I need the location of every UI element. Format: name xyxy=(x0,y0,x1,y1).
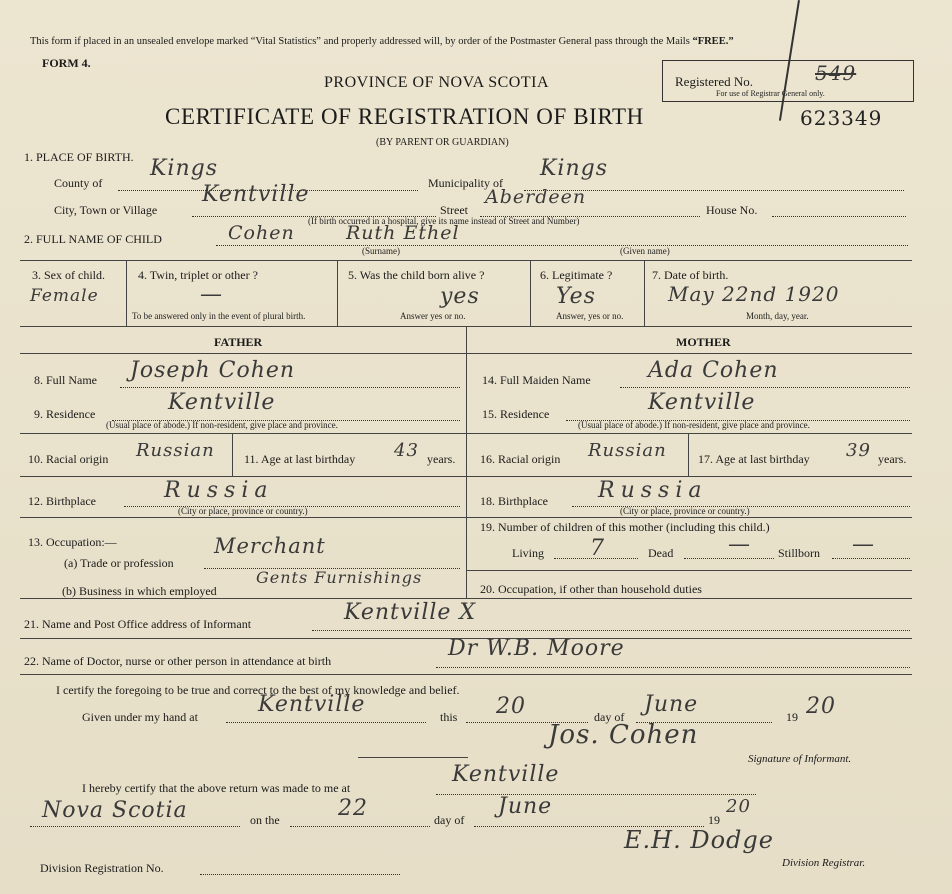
registered-label: Registered No. xyxy=(675,74,753,89)
father-residence-label: 9. Residence xyxy=(34,407,96,421)
legitimate-value: Yes xyxy=(556,284,596,309)
city-label: City, Town or Village xyxy=(54,203,158,217)
county-value: Kings xyxy=(150,156,219,181)
divider-1 xyxy=(126,260,127,326)
alive-label: 5. Was the child born alive ? xyxy=(348,268,485,282)
mother-age-value: 39 xyxy=(846,440,871,461)
reg-year-prefix: 19 xyxy=(708,813,720,827)
given-label: Given under my hand at xyxy=(82,710,198,724)
business-label: (b) Business in which employed xyxy=(62,584,217,598)
free-label: “FREE.” xyxy=(692,36,734,47)
stillborn-line xyxy=(832,558,910,559)
division-number-line xyxy=(200,874,400,875)
city-value: Kentville xyxy=(202,182,310,207)
mother-age-years: years. xyxy=(878,452,907,466)
form-number: FORM 4. xyxy=(42,56,91,70)
place-heading: 1. PLACE OF BIRTH. xyxy=(24,150,134,164)
house-label: House No. xyxy=(706,203,758,217)
province-heading: PROVINCE OF NOVA SCOTIA xyxy=(324,74,550,91)
province-line xyxy=(30,826,240,827)
given-name-note: (Given name) xyxy=(620,246,670,256)
mother-name-label: 14. Full Maiden Name xyxy=(482,373,591,387)
given-place-line xyxy=(226,722,426,723)
reg-day-value: 22 xyxy=(338,796,368,821)
house-line xyxy=(772,216,906,217)
informant-signature: Jos. Cohen xyxy=(548,720,699,750)
reg-day-of-label: day of xyxy=(434,813,465,827)
divider-3 xyxy=(530,260,531,326)
living-label: Living xyxy=(512,546,544,560)
child-name-line xyxy=(216,245,908,246)
father-age-years: years. xyxy=(427,452,456,466)
divider-2 xyxy=(337,260,338,326)
father-name-value: Joseph Cohen xyxy=(130,358,296,383)
reg-year-value: 20 xyxy=(726,796,751,817)
mother-racial-label: 16. Racial origin xyxy=(480,452,561,466)
father-racial-divider xyxy=(232,433,233,476)
doctor-line xyxy=(436,667,910,668)
child-given-name: Ruth Ethel xyxy=(346,222,460,244)
stillborn-value: — xyxy=(852,532,875,557)
hereby-place-line xyxy=(436,794,756,795)
father-birthplace-label: 12. Birthplace xyxy=(28,494,96,508)
date-value: May 22nd 1920 xyxy=(668,282,840,306)
twin-label: 4. Twin, triplet or other ? xyxy=(138,268,258,282)
children-count-label: 19. Number of children of this mother (including this child.) xyxy=(480,520,770,534)
signature-rule xyxy=(358,757,468,758)
doctor-value: Dr W.B. Moore xyxy=(448,636,625,661)
street-label: Street xyxy=(440,203,468,217)
day-value: 20 xyxy=(496,694,526,719)
father-name-line xyxy=(120,387,460,388)
dead-value: — xyxy=(728,532,751,557)
alive-value: yes xyxy=(440,284,480,309)
municipality-label: Municipality of xyxy=(428,176,503,190)
hereby-statement: I hereby certify that the above return was made to me at xyxy=(82,781,351,795)
sex-label: 3. Sex of child. xyxy=(32,268,105,282)
doctor-label: 22. Name of Doctor, nurse or other person in attendance at birth xyxy=(24,654,332,668)
this-label: this xyxy=(440,710,458,724)
father-birthplace-value: Russia xyxy=(164,478,274,503)
reg-month-value: June xyxy=(498,794,553,819)
mother-racial-divider xyxy=(688,433,689,476)
rule-occupation xyxy=(20,517,912,518)
twin-note: To be answered only in the event of plural birth. xyxy=(132,311,306,321)
alive-note: Answer yes or no. xyxy=(400,311,466,321)
sex-value: Female xyxy=(30,286,99,306)
hereby-place: Kentville xyxy=(452,762,560,787)
parents-divider xyxy=(466,326,467,598)
business-value: Gents Furnishings xyxy=(256,568,423,587)
county-label: County of xyxy=(54,176,103,190)
child-surname: Cohen xyxy=(228,222,295,244)
given-place: Kentville xyxy=(258,692,366,717)
informant-signature-caption: Signature of Informant. xyxy=(748,753,852,765)
rule-mother-occupation xyxy=(466,570,912,571)
postal-notice-text: This form if placed in an unsealed envelope marked “Vital Statistics” and properly addressed will, by order of the Postmaster General pass through the Mails xyxy=(30,36,690,47)
registrar-caption: Division Registrar. xyxy=(782,857,866,869)
father-name-label: 8. Full Name xyxy=(34,373,97,387)
on-the-label: on the xyxy=(250,813,280,827)
mother-residence-label: 15. Residence xyxy=(482,407,550,421)
date-note: Month, day, year. xyxy=(746,311,809,321)
legitimate-label: 6. Legitimate ? xyxy=(540,268,613,282)
informant-label: 21. Name and Post Office address of Informant xyxy=(24,617,252,631)
mother-birthplace-value: Russia xyxy=(598,478,708,503)
date-label: 7. Date of birth. xyxy=(652,268,729,282)
occupation-heading: 13. Occupation:— xyxy=(28,535,117,549)
mother-racial-value: Russian xyxy=(588,440,667,461)
father-birthplace-note: (City or place, province or country.) xyxy=(178,506,308,516)
legitimate-note: Answer, yes or no. xyxy=(556,311,624,321)
year-value: 20 xyxy=(806,694,836,719)
registrar-signature: E.H. Dodge xyxy=(624,826,774,854)
father-residence-note: (Usual place of abode.) If non-resident, give place and province. xyxy=(106,420,338,430)
postal-notice xyxy=(30,36,734,47)
certify-statement: I certify the foregoing to be true and correct to the best of my knowledge and belief. xyxy=(56,683,460,697)
division-number-label: Division Registration No. xyxy=(40,861,164,875)
mother-birthplace-label: 18. Birthplace xyxy=(480,494,548,508)
mother-heading: MOTHER xyxy=(676,335,731,349)
hospital-note: (If birth occurred in a hospital, give its name instead of Street and Number) xyxy=(308,216,580,226)
child-name-label: 2. FULL NAME OF CHILD xyxy=(24,232,162,246)
mother-residence-value: Kentville xyxy=(648,390,756,415)
divider-4 xyxy=(644,260,645,326)
dead-label: Dead xyxy=(648,546,674,560)
father-racial-value: Russian xyxy=(136,440,215,461)
informant-value: Kentville X xyxy=(344,600,477,625)
province-value: Nova Scotia xyxy=(42,798,188,823)
father-heading: FATHER xyxy=(214,335,263,349)
registered-note: For use of Registrar General only. xyxy=(716,89,825,98)
certificate-number: 623349 xyxy=(800,106,883,130)
rule-details-top xyxy=(20,260,912,261)
informant-line xyxy=(312,630,910,631)
mother-name-value: Ada Cohen xyxy=(648,358,779,383)
reg-day-line xyxy=(290,826,430,827)
year-prefix: 19 xyxy=(786,710,798,724)
trade-value: Merchant xyxy=(214,534,326,558)
dead-line xyxy=(684,558,774,559)
surname-note: (Surname) xyxy=(362,246,400,256)
mother-age-label: 17. Age at last birthday xyxy=(698,452,810,466)
rule-racial-bottom xyxy=(20,476,912,477)
mother-birthplace-note: (City or place, province or country.) xyxy=(620,506,750,516)
mother-residence-note: (Usual place of abode.) If non-resident, give place and province. xyxy=(578,420,810,430)
street-value: Aberdeen xyxy=(485,186,587,208)
trade-label: (a) Trade or profession xyxy=(64,556,174,570)
father-racial-label: 10. Racial origin xyxy=(28,452,109,466)
father-age-label: 11. Age at last birthday xyxy=(244,452,356,466)
municipality-value: Kings xyxy=(540,156,609,181)
month-value: June xyxy=(644,692,699,717)
rule-informant xyxy=(20,598,912,599)
stillborn-label: Stillborn xyxy=(778,546,821,560)
living-value: 7 xyxy=(590,536,605,561)
father-age-value: 43 xyxy=(394,440,419,461)
certificate-subtitle: (BY PARENT OR GUARDIAN) xyxy=(376,137,509,148)
rule-racial-top xyxy=(20,433,912,434)
registered-value: 549 xyxy=(815,61,857,85)
day-of-label: day of xyxy=(594,710,625,724)
father-residence-value: Kentville xyxy=(168,390,276,415)
mother-occupation-label: 20. Occupation, if other than household duties xyxy=(480,582,702,596)
certificate-title: CERTIFICATE OF REGISTRATION OF BIRTH xyxy=(165,104,644,129)
rule-certify xyxy=(20,674,912,675)
mother-name-line xyxy=(620,387,910,388)
twin-value: — xyxy=(200,282,223,307)
